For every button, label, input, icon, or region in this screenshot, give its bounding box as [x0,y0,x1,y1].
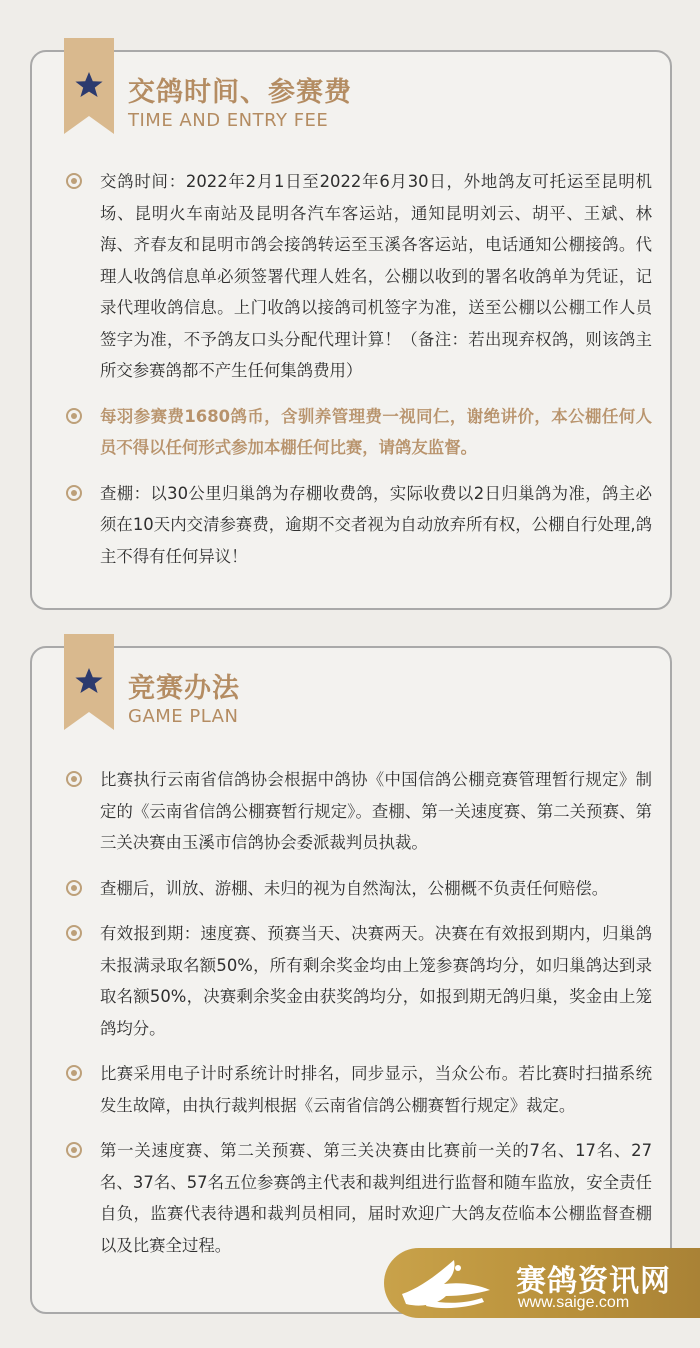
list-item-highlight [66,401,652,464]
section-subtitle: TIME AND ENTRY FEE [128,110,329,131]
circle-bullet-icon [66,173,82,189]
section-card-time-and-entry-fee [30,50,672,610]
item-text: 比赛采用电子计时系统计时排名，同步显示，当众公布。若比赛时扫描系统发生故障，由执行裁判根据《云南省信鸽公棚赛暂行规定》裁定。 [100,1064,652,1115]
list-item [66,873,652,905]
item-text: 有效报到期：速度赛、预赛当天、决赛两天。决赛在有效报到期内，归巢鸽未报满录取名额50%，所有剩余奖金均由上笼参赛鸽均分，如归巢鸽达到录取名额50%，决赛剩余奖金由获奖鸽均分，如报到期无鸽归巢，奖金由上笼鸽均分。 [100,924,652,1038]
section-card-game-plan [30,646,672,1314]
item-text: 查棚后，训放、游棚、未归的视为自然淘汰，公棚概不负责任何赔偿。 [100,878,609,898]
section-subtitle: GAME PLAN [128,706,239,727]
circle-bullet-icon [66,880,82,896]
watermark-badge [384,1248,700,1318]
item-text: 查棚：以30公里归巢鸽为存棚收费鸽，实际收费以2日归巢鸽为准，鸽主必须在10天内交清参赛费，逾期不交者视为自动放弃所有权，公棚自行处理,鸽主不得有任何异议！ [100,483,652,566]
circle-bullet-icon [66,771,82,787]
item-text: 交鸽时间：2022年2月1日至2022年6月30日，外地鸽友可托运至昆明机场、昆明火车南站及昆明各汽车客运站，通知昆明刘云、胡平、王斌、林海、齐春友和昆明市鸽会接鸽转运至玉溪各客运站，电话通知公棚接鸽。代理人收鸽信息单必须签署代理人姓名，公棚以收到的署名收鸽单为凭证，记录代理收鸽信息。上门收鸽以接鸽司机签字为准，送至公棚以公棚工作人员签字为准，不予鸽友口头分配代理计算！（备注：若出现弃权鸽，则该鸽主所交参赛鸽都不产生任何集鸽费用） [100,172,652,380]
circle-bullet-icon [66,485,82,501]
circle-bullet-icon [66,925,82,941]
star-ribbon-icon [64,634,114,730]
item-text: 第一关速度赛、第二关预赛、第三关决赛由比赛前一关的7名、17名、27名、37名、57名五位参赛鸽主代表和裁判组进行监督和随车监放，安全责任自负，监赛代表待遇和裁判员相同，届时欢迎广大鸽友莅临本公棚监督查棚以及比赛全过程。 [100,1141,652,1255]
list-item [66,764,652,859]
list-item [66,1058,652,1121]
section-title: 交鸽时间、参赛费 [128,77,352,108]
list-item [66,918,652,1044]
list-item [66,1135,652,1261]
list-item [66,478,652,573]
star-ribbon-icon [64,38,114,134]
circle-bullet-icon [66,408,82,424]
item-list [66,764,652,1275]
list-item [66,166,652,387]
item-list [66,166,652,586]
section-title: 竞赛办法 [128,673,240,704]
pigeon-logo-icon [398,1254,502,1312]
item-text: 比赛执行云南省信鸽协会根据中鸽协《中国信鸽公棚竞赛管理暂行规定》制定的《云南省信鸽公棚赛暂行规定》。查棚、第一关速度赛、第二关预赛、第三关决赛由玉溪市信鸽协会委派裁判员执裁。 [100,770,652,852]
item-text: 每羽参赛费1680鸽币，含驯养管理费一视同仁，谢绝讲价，本公棚任何人员不得以任何形式参加本棚任何比赛，请鸽友监督。 [100,406,652,457]
watermark-url: www.saige.com [518,1294,630,1311]
watermark-site-name: 赛鸽资讯网 [516,1264,671,1299]
circle-bullet-icon [66,1142,82,1158]
circle-bullet-icon [66,1065,82,1081]
